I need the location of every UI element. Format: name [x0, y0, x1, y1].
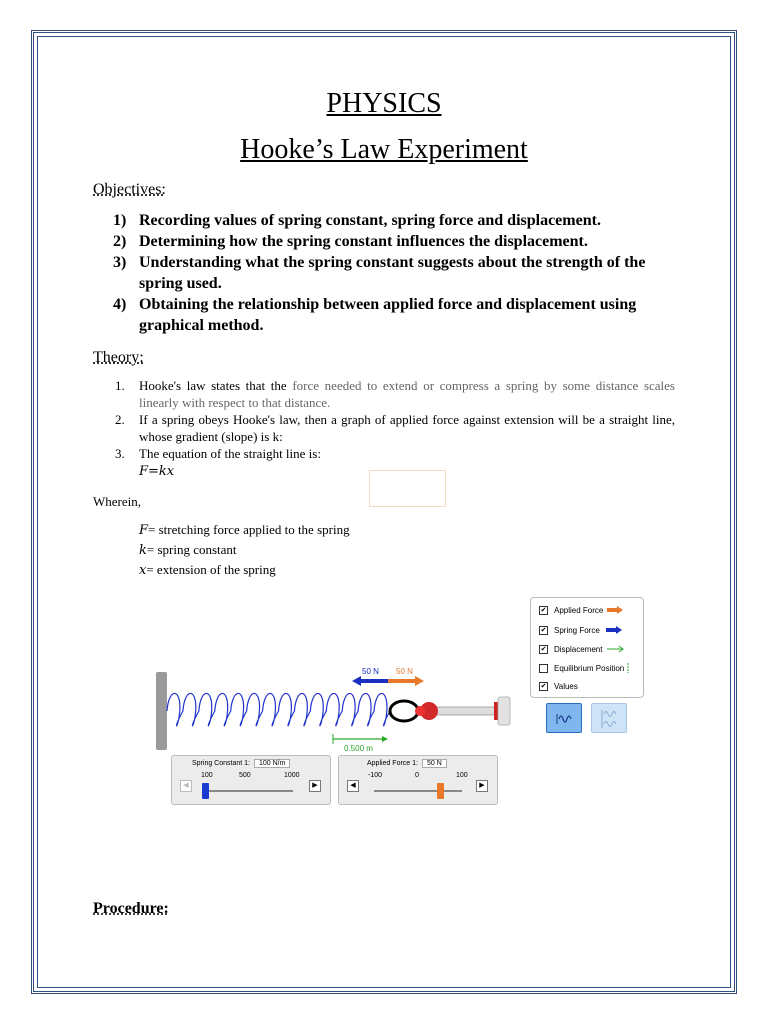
document-title: Hooke’s Law Experiment — [240, 134, 528, 165]
checkbox-label: Displacement — [554, 644, 603, 654]
spring-constant-increase-button[interactable]: ▶ — [309, 780, 321, 792]
objective-text: Obtaining the relationship between applied force and displacement using graphical method. — [139, 296, 637, 334]
applied-force-label: Applied Force 1: — [367, 760, 418, 767]
checkbox-spring-force[interactable] — [539, 624, 622, 636]
definition-symbol: F — [139, 523, 149, 538]
equation: F=kx — [139, 464, 175, 479]
spring-hook — [390, 701, 418, 721]
definition-symbol: x — [139, 563, 147, 578]
definition-text: = extension of the spring — [146, 562, 276, 577]
theory-text-highlight: force needed to extend or compress a spring by some distance scales linearly with respect to that distance. — [139, 378, 675, 410]
green-arrow-icon — [607, 645, 625, 653]
plunger-rod — [434, 707, 496, 715]
orange-arrow-icon — [607, 606, 623, 614]
applied-force-value: 50 N — [422, 759, 447, 768]
applied-force-decrease-button[interactable]: ◀ — [347, 780, 359, 792]
checkbox-box[interactable] — [539, 664, 548, 673]
display-options-panel — [530, 597, 644, 698]
blue-arrow-icon — [606, 626, 622, 634]
spring-force-value: 50 N — [362, 667, 379, 676]
checkbox-label: Values — [554, 681, 578, 691]
definition-text: = spring constant — [146, 542, 237, 557]
spring-constant-panel — [171, 755, 331, 805]
applied-force-panel — [338, 755, 498, 805]
applied-force-increase-button[interactable]: ▶ — [476, 780, 488, 792]
applied-force-tick-mid: 0 — [415, 772, 419, 779]
applied-force-value: 50 N — [396, 667, 413, 676]
checkbox-label: Equilibrium Position — [554, 663, 625, 673]
spring-constant-tick-min: 100 — [201, 772, 213, 779]
applied-force-tick-min: -100 — [368, 772, 383, 779]
pull-knob-base — [415, 706, 425, 716]
objective-number: 2) — [113, 233, 127, 250]
plunger-mount — [498, 697, 510, 725]
checkbox-label: Applied Force — [554, 605, 604, 615]
spring-coil — [167, 693, 390, 725]
two-springs-view-button[interactable] — [591, 703, 627, 733]
spring-force-arrowhead — [352, 676, 361, 686]
objectives-heading: Objectives: — [93, 181, 166, 198]
spring-constant-track[interactable] — [205, 790, 293, 792]
dashed-line-icon — [626, 663, 630, 673]
checkbox-label: Spring Force — [554, 625, 600, 635]
checkbox-box[interactable]: ✔ — [540, 645, 547, 653]
theory-text: Hooke's law states that the — [139, 378, 293, 393]
checkbox-equilibrium-position[interactable] — [539, 662, 630, 674]
objective-number: 3) — [113, 254, 127, 271]
objective-text: Understanding what the spring constant suggests about the strength of the spring used. — [139, 254, 646, 292]
spring-constant-value: 100 N/m — [254, 759, 290, 768]
spring-constant-decrease-button[interactable]: ◀ — [180, 780, 192, 792]
applied-force-header — [367, 759, 447, 768]
theory-text: The equation of the straight line is: — [139, 446, 321, 461]
checkbox-box[interactable]: ✔ — [540, 682, 547, 690]
one-spring-view-button[interactable] — [546, 703, 582, 733]
definition-symbol: k — [139, 543, 147, 558]
wherein-label: Wherein, — [93, 494, 142, 509]
theory-heading: Theory: — [93, 349, 144, 366]
displacement-value: 0.500 m — [344, 744, 373, 753]
applied-force-arrowhead — [415, 676, 424, 686]
objective-text: Determining how the spring constant influences the displacement. — [139, 233, 588, 250]
objective-number: 4) — [113, 296, 127, 313]
two-springs-icon — [592, 704, 628, 734]
objective-number: 1) — [113, 212, 127, 229]
theory-number: 3. — [115, 446, 125, 461]
applied-force-track[interactable] — [374, 790, 462, 792]
displacement-arrowhead — [382, 736, 388, 742]
checkbox-box[interactable]: ✔ — [540, 606, 547, 614]
spring-constant-tick-max: 1000 — [284, 772, 300, 779]
spring-constant-thumb[interactable] — [202, 783, 209, 799]
subject-title: PHYSICS — [326, 88, 442, 119]
applied-force-tick-max: 100 — [456, 772, 468, 779]
definition-text: = stretching force applied to the spring — [148, 522, 350, 537]
checkbox-box[interactable]: ✔ — [540, 626, 547, 634]
plunger-end — [494, 702, 498, 720]
checkbox-applied-force[interactable] — [539, 604, 623, 616]
checkbox-displacement[interactable] — [539, 643, 625, 655]
objective-text: Recording values of spring constant, spring force and displacement. — [139, 212, 601, 229]
spring-constant-header — [192, 759, 290, 768]
spring-constant-label: Spring Constant 1: — [192, 760, 250, 767]
theory-number: 2. — [115, 412, 125, 427]
theory-number: 1. — [115, 378, 125, 393]
applied-force-thumb[interactable] — [437, 783, 444, 799]
wall — [156, 672, 167, 750]
spring-constant-tick-mid: 500 — [239, 772, 251, 779]
procedure-heading: Procedure: — [93, 900, 169, 917]
one-spring-icon — [547, 704, 583, 734]
theory-text: If a spring obeys Hooke's law, then a graph of applied force against extension will be a straight line, whose gradient (slope) is k: — [139, 412, 675, 444]
checkbox-values[interactable] — [539, 680, 578, 692]
